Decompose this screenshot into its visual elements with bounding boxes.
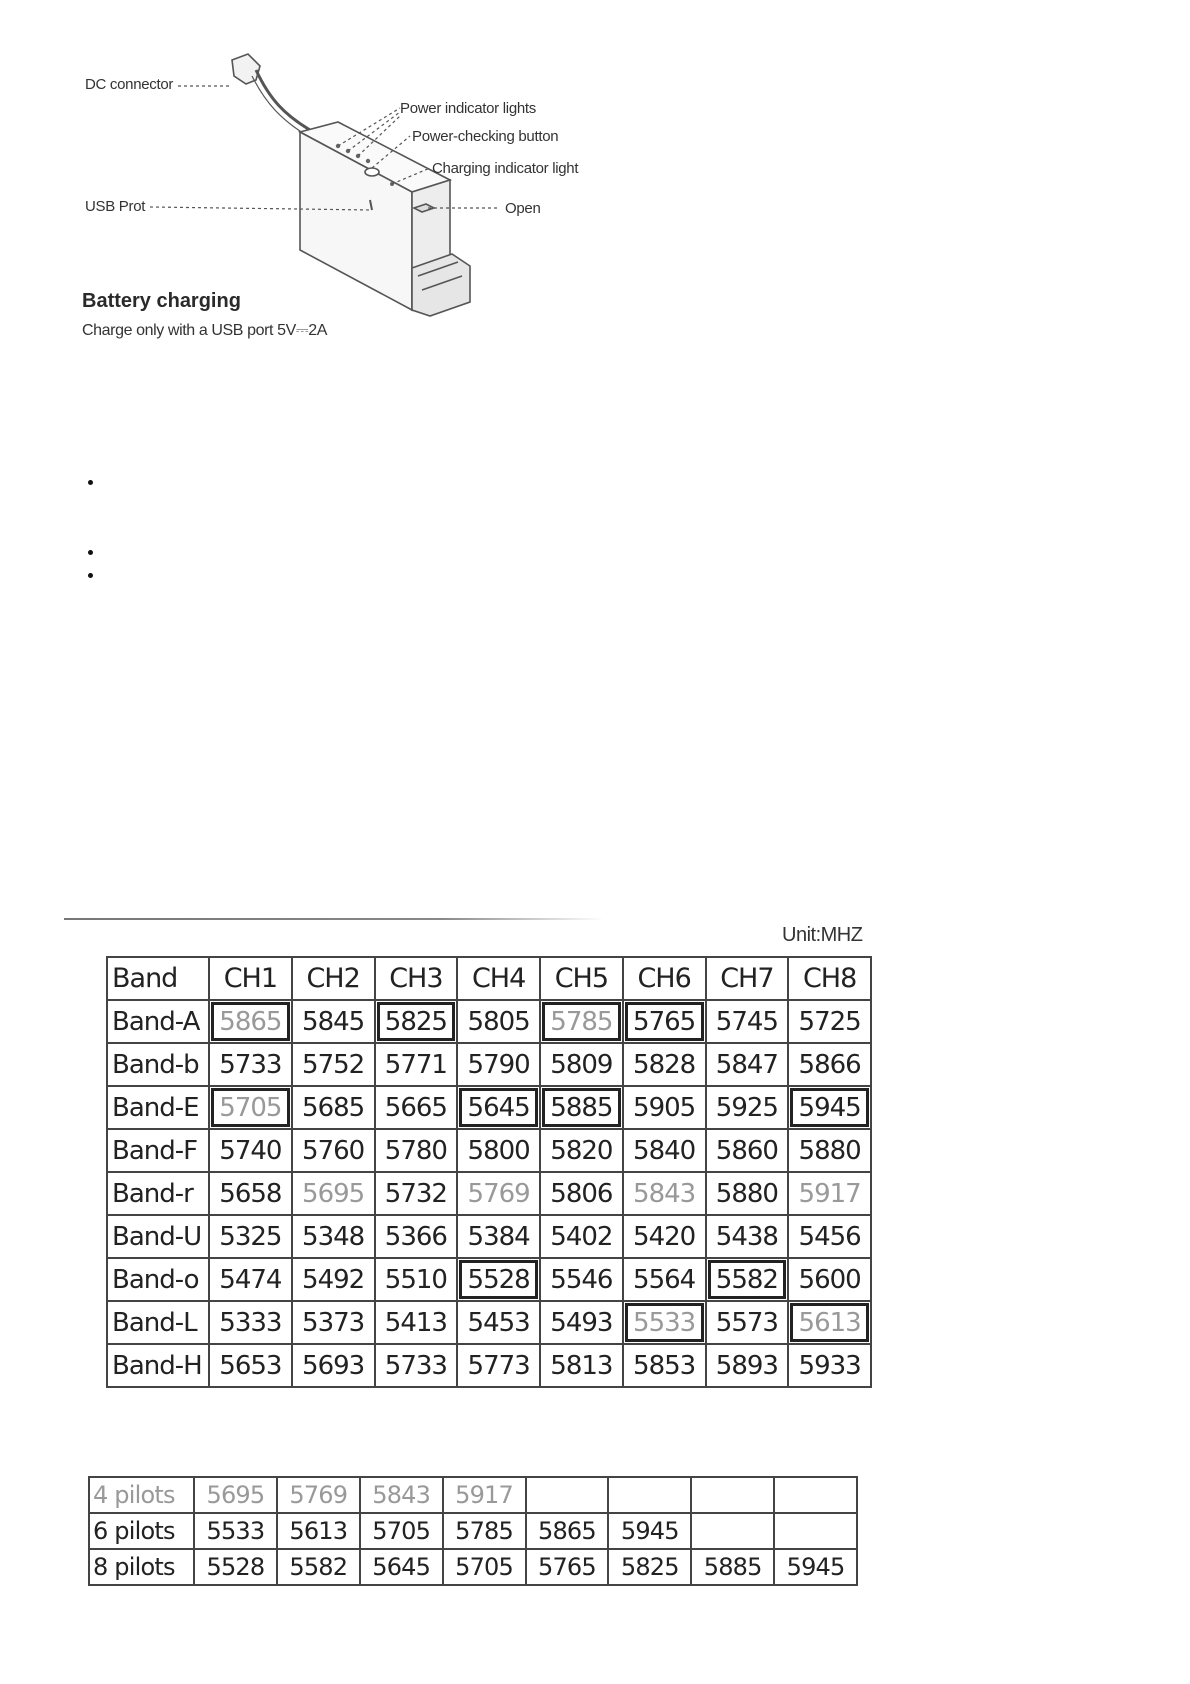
frequency-cell: 5771 [375, 1043, 458, 1086]
callout-power-indicator-lights: Power indicator lights [400, 100, 536, 117]
pilot-frequency-cell: 5695 [194, 1477, 277, 1513]
band-name-cell: Band-b [107, 1043, 209, 1086]
pilot-table-row [89, 1549, 857, 1585]
section-divider [64, 918, 604, 920]
band-table-row [107, 1043, 871, 1086]
pilot-frequency-cell: 5533 [194, 1513, 277, 1549]
band-name-cell: Band-H [107, 1344, 209, 1387]
bullet-marker [82, 571, 90, 579]
band-table-header-cell: CH7 [706, 957, 789, 1000]
frequency-cell: 5860 [706, 1129, 789, 1172]
frequency-cell: 5917 [788, 1172, 871, 1215]
battery-charging-figure [70, 40, 690, 360]
frequency-cell: 5373 [292, 1301, 375, 1344]
band-table-header-cell: CH5 [540, 957, 623, 1000]
pilot-frequency-cell [691, 1513, 774, 1549]
pilot-frequency-cell: 5769 [277, 1477, 360, 1513]
frequency-cell: 5733 [209, 1043, 292, 1086]
frequency-cell: 5653 [209, 1344, 292, 1387]
frequency-cell: 5790 [457, 1043, 540, 1086]
band-name-cell: Band-F [107, 1129, 209, 1172]
unit-label: Unit:MHZ [782, 924, 863, 946]
frequency-cell: 5843 [623, 1172, 706, 1215]
frequency-cell: 5528 [457, 1258, 540, 1301]
frequency-cell: 5773 [457, 1344, 540, 1387]
pilot-frequency-cell: 5843 [360, 1477, 443, 1513]
frequency-cell: 5740 [209, 1129, 292, 1172]
frequency-cell: 5733 [375, 1344, 458, 1387]
frequency-cell: 5866 [788, 1043, 871, 1086]
frequency-cell: 5800 [457, 1129, 540, 1172]
pilot-frequency-cell: 5705 [443, 1549, 526, 1585]
pilot-count-cell: 4 pilots [89, 1477, 194, 1513]
frequency-cell: 5885 [540, 1086, 623, 1129]
band-table-row [107, 1301, 871, 1344]
band-name-cell: Band-A [107, 1000, 209, 1043]
frequency-cell: 5384 [457, 1215, 540, 1258]
pilot-frequency-cell: 5945 [608, 1513, 691, 1549]
band-table-row [107, 1000, 871, 1043]
frequency-cell: 5705 [209, 1086, 292, 1129]
frequency-cell: 5685 [292, 1086, 375, 1129]
pilot-frequency-cell: 5885 [691, 1549, 774, 1585]
frequency-cell: 5453 [457, 1301, 540, 1344]
frequency-cell: 5533 [623, 1301, 706, 1344]
frequency-cell: 5865 [209, 1000, 292, 1043]
pilot-frequency-cell: 5582 [277, 1549, 360, 1585]
band-table-header-row [107, 957, 871, 1000]
pilot-frequency-cell: 5785 [443, 1513, 526, 1549]
pilot-frequency-cell: 5613 [277, 1513, 360, 1549]
callout-open: Open [505, 200, 541, 217]
band-table-header-cell: CH1 [209, 957, 292, 1000]
frequency-cell: 5510 [375, 1258, 458, 1301]
frequency-cell: 5820 [540, 1129, 623, 1172]
frequency-cell: 5493 [540, 1301, 623, 1344]
frequency-cell: 5905 [623, 1086, 706, 1129]
band-table-header-cell: CH2 [292, 957, 375, 1000]
frequency-cell: 5847 [706, 1043, 789, 1086]
frequency-cell: 5780 [375, 1129, 458, 1172]
band-table-row [107, 1258, 871, 1301]
callout-charging-indicator-light: Charging indicator light [432, 160, 579, 177]
frequency-cell: 5492 [292, 1258, 375, 1301]
figure-title: Battery charging [82, 290, 241, 312]
frequency-cell: 5880 [706, 1172, 789, 1215]
frequency-cell: 5693 [292, 1344, 375, 1387]
frequency-cell: 5695 [292, 1172, 375, 1215]
frequency-cell: 5474 [209, 1258, 292, 1301]
band-table-row [107, 1172, 871, 1215]
figure-subtitle: Charge only with a USB port 5V⎓2A [82, 322, 328, 339]
band-name-cell: Band-E [107, 1086, 209, 1129]
band-frequency-table [106, 956, 872, 1388]
pilot-table-row [89, 1477, 857, 1513]
frequency-cell: 5806 [540, 1172, 623, 1215]
pilot-frequency-cell: 5825 [608, 1549, 691, 1585]
band-table-header-cell: CH3 [375, 957, 458, 1000]
frequency-cell: 5769 [457, 1172, 540, 1215]
pilot-frequency-cell [774, 1513, 857, 1549]
frequency-cell: 5752 [292, 1043, 375, 1086]
frequency-cell: 5438 [706, 1215, 789, 1258]
frequency-cell: 5809 [540, 1043, 623, 1086]
frequency-cell: 5420 [623, 1215, 706, 1258]
frequency-cell: 5600 [788, 1258, 871, 1301]
pilot-frequency-cell [608, 1477, 691, 1513]
frequency-cell: 5613 [788, 1301, 871, 1344]
pilot-frequency-cell: 5865 [526, 1513, 609, 1549]
frequency-cell: 5945 [788, 1086, 871, 1129]
bullet-marker [82, 548, 90, 556]
frequency-cell: 5348 [292, 1215, 375, 1258]
frequency-cell: 5880 [788, 1129, 871, 1172]
frequency-cell: 5546 [540, 1258, 623, 1301]
frequency-cell: 5665 [375, 1086, 458, 1129]
band-table-row [107, 1215, 871, 1258]
pilot-count-cell: 6 pilots [89, 1513, 194, 1549]
frequency-cell: 5813 [540, 1344, 623, 1387]
callout-power-checking-button: Power-checking button [412, 128, 559, 145]
band-table-header-cell: CH6 [623, 957, 706, 1000]
frequency-cell: 5456 [788, 1215, 871, 1258]
pilot-frequency-cell [774, 1477, 857, 1513]
band-name-cell: Band-L [107, 1301, 209, 1344]
frequency-cell: 5645 [457, 1086, 540, 1129]
frequency-cell: 5785 [540, 1000, 623, 1043]
frequency-cell: 5840 [623, 1129, 706, 1172]
frequency-cell: 5573 [706, 1301, 789, 1344]
frequency-cell: 5805 [457, 1000, 540, 1043]
frequency-cell: 5825 [375, 1000, 458, 1043]
frequency-cell: 5893 [706, 1344, 789, 1387]
band-name-cell: Band-r [107, 1172, 209, 1215]
band-table-row [107, 1129, 871, 1172]
frequency-cell: 5925 [706, 1086, 789, 1129]
pilot-frequency-cell: 5645 [360, 1549, 443, 1585]
pilot-frequency-cell [691, 1477, 774, 1513]
pilot-frequency-cell: 5528 [194, 1549, 277, 1585]
frequency-cell: 5564 [623, 1258, 706, 1301]
frequency-cell: 5658 [209, 1172, 292, 1215]
frequency-cell: 5760 [292, 1129, 375, 1172]
frequency-cell: 5333 [209, 1301, 292, 1344]
pilot-frequency-cell: 5917 [443, 1477, 526, 1513]
frequency-cell: 5828 [623, 1043, 706, 1086]
callout-dc-connector: DC connector [85, 76, 174, 93]
frequency-cell: 5933 [788, 1344, 871, 1387]
pilot-frequency-cell [526, 1477, 609, 1513]
pilot-count-cell: 8 pilots [89, 1549, 194, 1585]
band-table-header-cell: CH4 [457, 957, 540, 1000]
pilot-table-row [89, 1513, 857, 1549]
frequency-cell: 5765 [623, 1000, 706, 1043]
frequency-cell: 5582 [706, 1258, 789, 1301]
pilot-frequency-cell: 5945 [774, 1549, 857, 1585]
bullet-marker [82, 478, 90, 486]
frequency-cell: 5325 [209, 1215, 292, 1258]
frequency-cell: 5732 [375, 1172, 458, 1215]
band-name-cell: Band-U [107, 1215, 209, 1258]
pilot-frequency-cell: 5765 [526, 1549, 609, 1585]
frequency-cell: 5366 [375, 1215, 458, 1258]
frequency-cell: 5745 [706, 1000, 789, 1043]
band-name-cell: Band-o [107, 1258, 209, 1301]
callout-usb-port: USB Prot [85, 198, 146, 215]
band-table-header-cell: Band [107, 957, 209, 1000]
pilot-frequency-cell: 5705 [360, 1513, 443, 1549]
frequency-cell: 5845 [292, 1000, 375, 1043]
frequency-cell: 5725 [788, 1000, 871, 1043]
band-table-header-cell: CH8 [788, 957, 871, 1000]
band-table-row [107, 1086, 871, 1129]
pilot-frequency-table [88, 1476, 858, 1586]
band-table-row [107, 1344, 871, 1387]
frequency-cell: 5413 [375, 1301, 458, 1344]
frequency-cell: 5853 [623, 1344, 706, 1387]
frequency-cell: 5402 [540, 1215, 623, 1258]
